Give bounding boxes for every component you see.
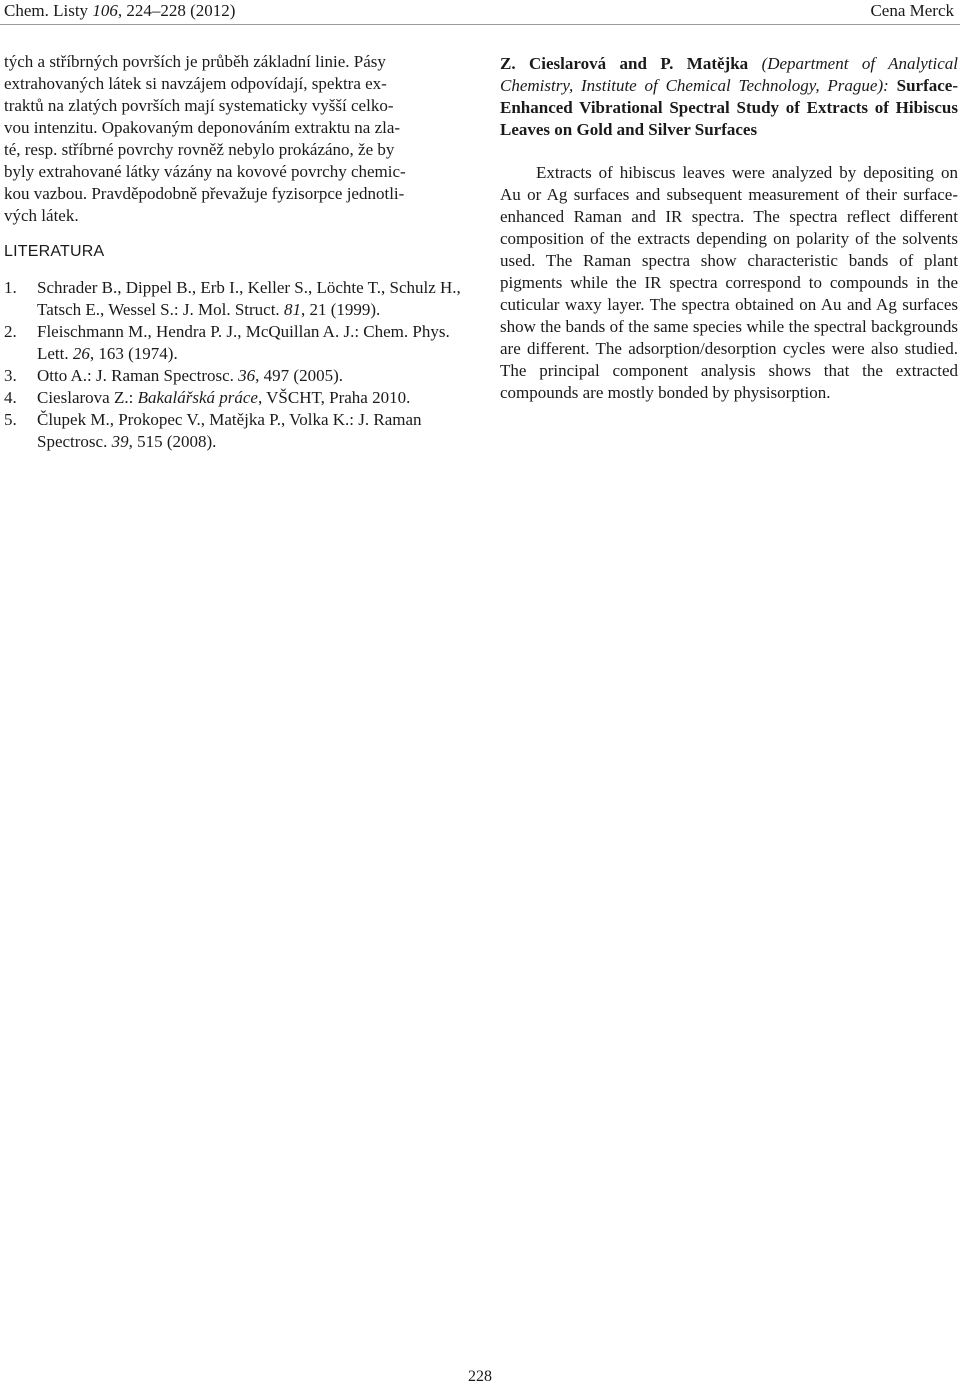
paragraph-line: traktů na zlatých površích mají systematicky vyšší celko- xyxy=(4,96,394,115)
summary-authors: Z. Cieslarová and P. Matějka xyxy=(500,54,749,73)
summary-title: Surface-Enhanced Vibrational Spectral Study of Extracts of Hibiscus Leaves on Gold and Silver Surfaces xyxy=(500,76,958,139)
reference-details: , 21 (1999). xyxy=(300,300,381,319)
reference-item xyxy=(4,277,462,321)
reference-number: 2. xyxy=(4,322,17,341)
reference-details: , 515 (2008). xyxy=(128,432,217,451)
reference-details: , 497 (2005). xyxy=(255,366,343,385)
czech-paragraph xyxy=(4,51,462,227)
reference-number: 4. xyxy=(4,388,17,407)
reference-authors: Cieslarova Z.: xyxy=(37,388,138,407)
paragraph-line: tých a stříbrných površích je průběh základní linie. Pásy xyxy=(4,52,386,71)
reference-item xyxy=(4,321,462,365)
paragraph-line: byly extrahované látky vázány na kovové povrchy chemic- xyxy=(4,162,406,181)
english-abstract: Extracts of hibiscus leaves were analyzed by depositing on Au or Ag surfaces and subsequent measurement of their surface-enhanced Raman and IR spectra. The spectra reflect different composition of the extracts depending on polarity of the solvents used. The Raman spectra show characteristic bands of plant pigments while the IR spectra correspond to compounds in the cuticular waxy layer. The spectra obtained on Au and Ag surfaces show the bands of the same species while the spectral backgrounds are different. The adsorption/desorption cycles were also studied. The principal component analysis shows that the extracted compounds are mostly bonded by physisorption. xyxy=(500,163,958,402)
reference-text xyxy=(37,387,462,409)
reference-text xyxy=(37,321,462,365)
paragraph-line: kou vazbou. Pravděpodobně převažuje fyzisorpce jednotli- xyxy=(4,184,405,203)
paragraph-line: té, resp. stříbrné povrchy rovněž nebylo prokázáno, že by xyxy=(4,140,395,159)
journal-pages: , 224–228 (2012) xyxy=(117,1,236,20)
journal-citation xyxy=(4,0,235,22)
reference-item xyxy=(4,409,462,453)
reference-text xyxy=(37,365,462,387)
reference-item xyxy=(4,365,462,387)
summary-affiliation: (Department of Analytical Chemistry, Institute of Chemical Technology, Prague): xyxy=(500,54,959,95)
journal-volume: 106 xyxy=(92,1,118,20)
paragraph-line: vých látek. xyxy=(4,206,79,225)
reference-text xyxy=(37,409,462,453)
reference-list xyxy=(4,277,462,453)
reference-text xyxy=(37,277,462,321)
page-number: 228 xyxy=(468,1368,492,1385)
reference-volume: 81 xyxy=(283,300,301,319)
reference-details: , 163 (1974). xyxy=(89,344,178,363)
right-column xyxy=(500,53,958,404)
reference-number: 5. xyxy=(4,410,17,429)
reference-authors: Člupek M., Prokopec V., Matějka P., Volka K.: J. Raman Spectrosc. xyxy=(37,410,422,451)
reference-volume: 36 xyxy=(238,366,256,385)
reference-thesis-type: Bakalářská práce xyxy=(137,388,258,407)
journal-name: Chem. Listy xyxy=(4,1,93,20)
paragraph-line: extrahovaných látek si navzájem odpovídají, spektra ex- xyxy=(4,74,387,93)
reference-authors: Schrader B., Dippel B., Erb I., Keller S., Löchte T., Schulz H., Tatsch E., Wessel S.: J. Mol. Struct. xyxy=(37,278,461,319)
reference-number: 3. xyxy=(4,366,17,385)
english-summary-heading xyxy=(500,53,958,141)
running-header xyxy=(0,0,960,25)
section-name: Cena Merck xyxy=(870,1,954,20)
reference-authors: Otto A.: J. Raman Spectrosc. xyxy=(37,366,239,385)
paragraph-line: vou intenzitu. Opakovaným deponováním extraktu na zla- xyxy=(4,118,401,137)
left-column xyxy=(4,51,462,453)
reference-volume: 26 xyxy=(72,344,90,363)
literature-heading: LITERATURA xyxy=(4,243,105,260)
reference-authors: Fleischmann M., Hendra P. J., McQuillan A. J.: Chem. Phys. Lett. xyxy=(37,322,450,363)
reference-details: , VŠCHT, Praha 2010. xyxy=(257,388,411,407)
reference-item xyxy=(4,387,462,409)
reference-number: 1. xyxy=(4,278,17,297)
reference-volume: 39 xyxy=(111,432,129,451)
